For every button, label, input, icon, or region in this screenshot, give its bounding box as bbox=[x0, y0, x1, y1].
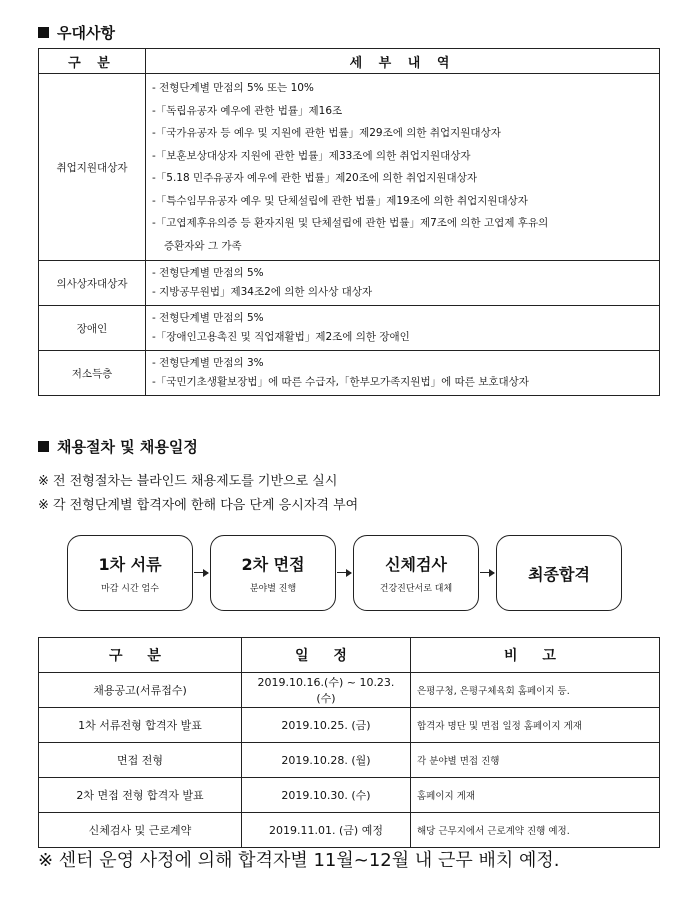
flow-step-title: 2차 면접 bbox=[241, 555, 305, 574]
detail-line: - 전형단계별 만점의 5% 또는 10% bbox=[152, 82, 314, 94]
header-details: 세 부 내 역 bbox=[146, 49, 660, 74]
details-cell bbox=[146, 74, 660, 261]
category-cell: 저소득층 bbox=[39, 351, 146, 396]
flow-step-note: 마감 시간 엄수 bbox=[101, 584, 159, 594]
table-row bbox=[39, 778, 660, 813]
table-row bbox=[39, 708, 660, 743]
section-title-text: 채용절차 및 채용일정 bbox=[57, 438, 198, 456]
date-cell: 2019.10.28. (월) bbox=[242, 743, 411, 778]
detail-line: -「국가유공자 등 예우 및 지원에 관한 법률」제29조에 의한 취업지원대상자 bbox=[152, 127, 501, 139]
detail-line: 증환자와 그 가족 bbox=[164, 239, 242, 252]
header-date: 일 정 bbox=[242, 638, 411, 673]
table-row bbox=[39, 743, 660, 778]
remarks-cell: 각 분야별 면접 진행 bbox=[411, 743, 660, 778]
remarks-cell: 합격자 명단 및 면접 일정 홈페이지 게재 bbox=[411, 708, 660, 743]
footer-note: ※ 센터 운영 사정에 의해 합격자별 11월~12월 내 근무 배치 예정. bbox=[38, 850, 560, 871]
detail-line: -「보훈보상대상자 지원에 관한 법률」제33조에 의한 취업지원대상자 bbox=[152, 149, 471, 162]
process-note: ※ 전 전형절차는 블라인드 채용제도를 기반으로 실시 bbox=[38, 474, 338, 489]
details-cell bbox=[146, 351, 660, 396]
header-category: 구 분 bbox=[39, 49, 146, 74]
arrow-right-icon bbox=[194, 572, 208, 573]
date-cell: 2019.10.16.(수) ~ 10.23.(수) bbox=[242, 673, 411, 708]
table-row bbox=[39, 673, 660, 708]
flow-step-final bbox=[496, 535, 622, 611]
header-category: 구 분 bbox=[39, 638, 242, 673]
item-cell: 2차 면접 전형 합격자 발표 bbox=[39, 778, 242, 813]
remarks-cell: 홈페이지 게재 bbox=[411, 778, 660, 813]
date-cell: 2019.10.25. (금) bbox=[242, 708, 411, 743]
square-bullet-icon bbox=[38, 441, 49, 452]
date-cell: 2019.11.01. (금) 예정 bbox=[242, 813, 411, 848]
flow-step-title: 최종합격 bbox=[528, 564, 590, 584]
benefits-table bbox=[38, 48, 660, 396]
detail-line: - 전형단계별 만점의 3% bbox=[152, 357, 264, 369]
category-cell: 의사상자대상자 bbox=[39, 261, 146, 306]
date-cell: 2019.10.30. (수) bbox=[242, 778, 411, 813]
table-row bbox=[39, 813, 660, 848]
flow-step-physical bbox=[353, 535, 479, 611]
arrow-right-icon bbox=[337, 572, 351, 573]
section-title-benefits bbox=[38, 22, 115, 43]
detail-line: - 전형단계별 만점의 5% bbox=[152, 312, 264, 324]
remarks-cell: 은평구청, 은평구체육회 홈페이지 등. bbox=[411, 673, 660, 708]
flow-step-note: 분야별 진행 bbox=[249, 584, 297, 594]
detail-line: - 전형단계별 만점의 5% bbox=[152, 267, 264, 279]
detail-line: - 지방공무원법」제34조2에 의한 의사상 대상자 bbox=[152, 286, 373, 298]
flow-step-document bbox=[67, 535, 193, 611]
detail-line: -「독립유공자 예우에 관한 법률」제16조 bbox=[152, 104, 343, 117]
section-title-text: 우대사항 bbox=[57, 24, 115, 42]
item-cell: 1차 서류전형 합격자 발표 bbox=[39, 708, 242, 743]
item-cell: 채용공고(서류접수) bbox=[39, 673, 242, 708]
item-cell: 신체검사 및 근로계약 bbox=[39, 813, 242, 848]
square-bullet-icon bbox=[38, 27, 49, 38]
category-cell: 취업지원대상자 bbox=[39, 74, 146, 261]
table-row bbox=[39, 74, 660, 261]
flow-step-title: 신체검사 bbox=[385, 555, 447, 574]
table-header-row bbox=[39, 638, 660, 673]
detail-line: -「특수임무유공자 예우 및 단체설립에 관한 법률」제19조에 의한 취업지원대상자 bbox=[152, 194, 528, 207]
schedule-table bbox=[38, 637, 660, 848]
table-row bbox=[39, 351, 660, 396]
detail-line: -「5.18 민주유공자 예우에 관한 법률」제20조에 의한 취업지원대상자 bbox=[152, 172, 477, 184]
header-remarks: 비 고 bbox=[411, 638, 660, 673]
flow-step-note: 건강진단서로 대체 bbox=[379, 584, 453, 594]
item-cell: 면접 전형 bbox=[39, 743, 242, 778]
flow-step-title: 1차 서류 bbox=[98, 555, 162, 574]
details-cell bbox=[146, 306, 660, 351]
table-row bbox=[39, 261, 660, 306]
section-title-process bbox=[38, 436, 198, 457]
process-note: ※ 각 전형단계별 합격자에 한해 다음 단계 응시자격 부여 bbox=[38, 498, 359, 513]
table-header-row bbox=[39, 49, 660, 74]
detail-line: -「고엽제후유의증 등 환자지원 및 단체설립에 관한 법률」제7조에 의한 고엽제 후유의 bbox=[152, 217, 549, 229]
arrow-right-icon bbox=[480, 572, 494, 573]
detail-line: -「국민기초생활보장법」에 따른 수급자,「한부모가족지원법」에 따른 보호대상자 bbox=[152, 376, 529, 388]
detail-line: -「장애인고용촉진 및 직업재활법」제2조에 의한 장애인 bbox=[152, 331, 410, 343]
details-cell bbox=[146, 261, 660, 306]
table-row bbox=[39, 306, 660, 351]
category-cell: 장애인 bbox=[39, 306, 146, 351]
flow-step-interview bbox=[210, 535, 336, 611]
remarks-cell: 해당 근무지에서 근로계약 진행 예정. bbox=[411, 813, 660, 848]
